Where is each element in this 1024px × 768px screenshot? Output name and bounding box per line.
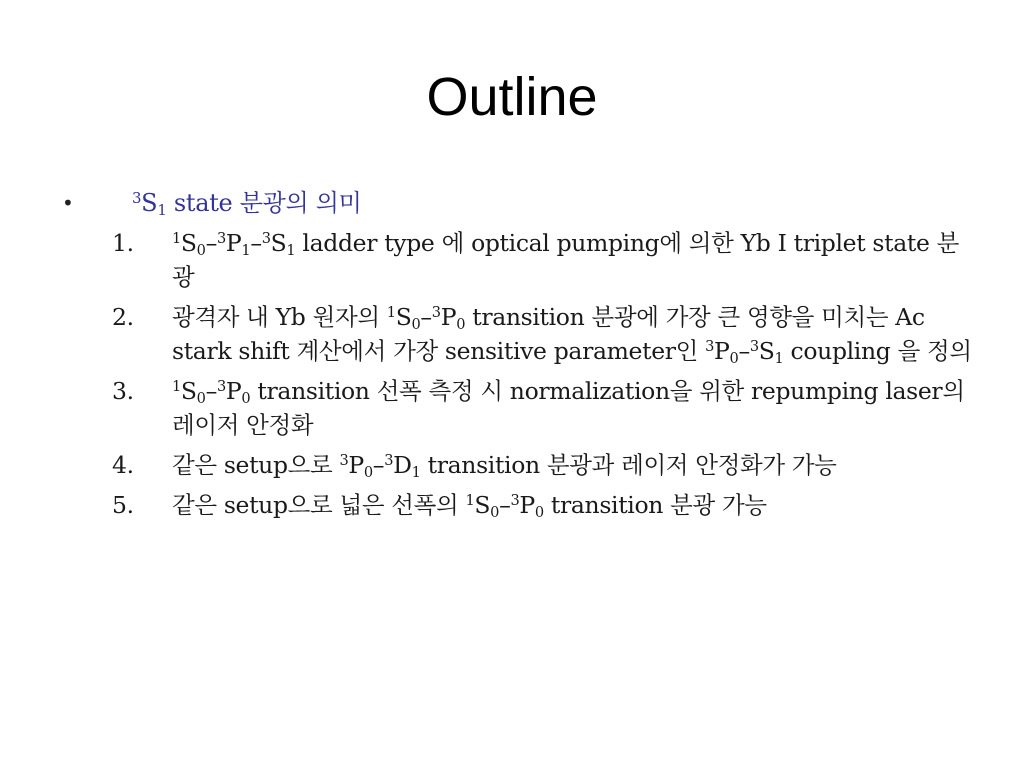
list-item-text: [172, 303, 972, 368]
subscript: 1: [411, 464, 421, 482]
superscript: 1: [386, 304, 396, 321]
list-item: [112, 374, 972, 442]
bullet-dot-icon: •: [62, 191, 74, 215]
superscript: 3: [749, 338, 759, 355]
text-run: –: [420, 303, 432, 331]
text-run: P: [714, 337, 730, 365]
bullet-text: [132, 186, 362, 220]
text-run: P: [440, 303, 457, 331]
text-run: P: [225, 229, 242, 257]
list-item: [112, 488, 972, 522]
subscript: 0: [490, 504, 500, 522]
superscript: 1: [465, 492, 475, 509]
superscript: 3: [339, 452, 349, 469]
text-run: S: [474, 491, 491, 519]
text-run: S: [270, 229, 287, 257]
superscript: 3: [384, 452, 394, 469]
subscript: 0: [196, 242, 206, 260]
text-run: transition 선폭 측정 시 normalization을 위한 repumping laser의 레이저 안정화: [172, 377, 965, 439]
superscript: 1: [172, 230, 181, 247]
list-item-number: 2.: [112, 303, 134, 331]
bullet-term: S: [141, 189, 158, 217]
text-run: transition 분광과 레이저 안정화가 가능: [420, 451, 837, 479]
text-run: –: [205, 377, 217, 405]
text-run: –: [250, 229, 262, 257]
list-item: [112, 300, 972, 368]
text-run: –: [738, 337, 750, 365]
text-run: S: [180, 377, 197, 405]
text-run: P: [519, 491, 535, 519]
subscript: 1: [286, 242, 296, 260]
list-item: [112, 448, 972, 482]
slide-title: Outline: [426, 67, 598, 127]
text-run: S: [180, 229, 197, 257]
superscript: 3: [431, 304, 441, 321]
numbered-list: [112, 226, 972, 528]
subscript: 0: [196, 390, 206, 408]
list-item-number: 1.: [112, 229, 134, 257]
superscript: 3: [217, 230, 226, 247]
list-item-text: [172, 377, 965, 439]
subscript: 0: [241, 390, 251, 408]
text-run: S: [395, 303, 412, 331]
list-item: [112, 226, 972, 294]
superscript: 3: [705, 338, 715, 355]
text-run: P: [348, 451, 364, 479]
subscript: 0: [411, 316, 421, 334]
text-run: –: [205, 229, 217, 257]
subscript: 0: [363, 464, 373, 482]
bullet-subscript: 1: [157, 201, 167, 220]
superscript: 3: [510, 492, 520, 509]
bullet-label: state 분광의 의미: [166, 189, 362, 217]
list-item-number: 4.: [112, 451, 134, 479]
subscript: 1: [241, 242, 251, 260]
subscript: 1: [774, 350, 784, 368]
superscript: 1: [172, 378, 181, 395]
text-run: –: [499, 491, 511, 519]
text-run: –: [372, 451, 385, 479]
list-item-text: [172, 491, 767, 522]
text-run: S: [758, 337, 775, 365]
list-item-text: [172, 451, 837, 482]
superscript: 3: [261, 230, 271, 247]
subscript: 0: [456, 316, 466, 334]
list-item-number: 5.: [112, 491, 134, 519]
bullet-superscript: 3: [132, 188, 142, 207]
text-run: 같은 setup으로: [172, 451, 340, 479]
subscript: 0: [729, 350, 739, 368]
text-run: D: [393, 451, 412, 479]
list-item-text: [172, 229, 959, 291]
text-run: 같은 setup으로 넓은 선폭의: [172, 491, 466, 519]
text-run: P: [225, 377, 242, 405]
list-item-number: 3.: [112, 377, 134, 405]
superscript: 3: [217, 378, 226, 395]
text-run: 광격자 내 Yb 원자의: [172, 303, 387, 331]
text-run: ladder type 에 optical pumping에 의한 Yb I triplet state 분광: [172, 229, 960, 291]
text-run: transition 분광 가능: [543, 491, 767, 519]
text-run: coupling 을 정의: [783, 337, 972, 365]
subscript: 0: [534, 504, 544, 522]
text-run: transition 분광에 가장 큰 영향을 미치는 Ac stark shift 계산에서 가장 sensitive parameter인: [172, 303, 925, 365]
